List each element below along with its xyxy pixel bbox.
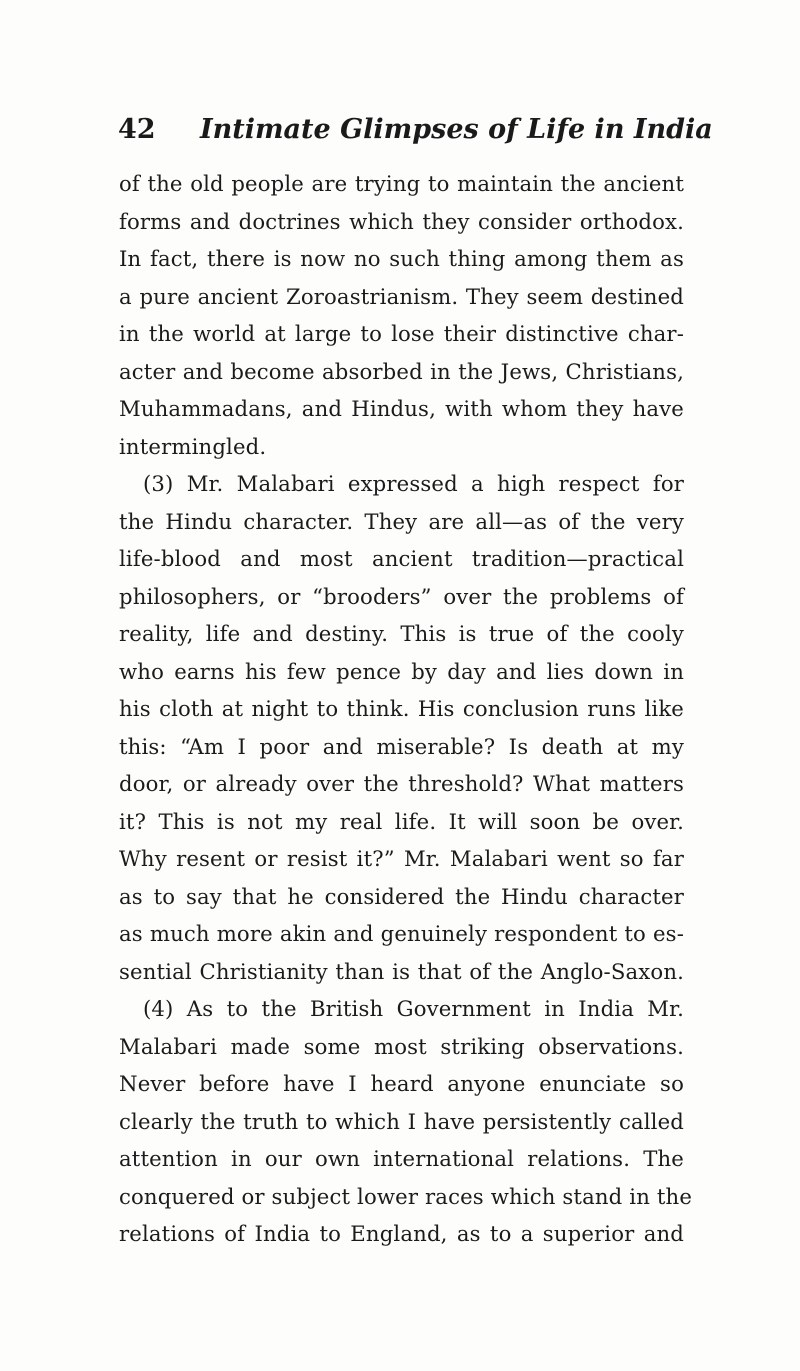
text-line: Never before have I heard anyone enunciate so <box>119 1071 684 1096</box>
text-line: as to say that he considered the Hindu character <box>119 883 684 909</box>
text-line: this: “Am I poor and miserable? Is death at my <box>119 733 684 759</box>
book-title: Intimate Glimpses of Life in India <box>200 114 713 145</box>
text-line: clearly the truth to which I have persistently called <box>119 1108 684 1134</box>
text-line: (4) As to the British Government in India Mr. <box>143 996 684 1021</box>
text-line: In fact, there is now no such thing among them as <box>119 246 684 271</box>
text-line: acter and become absorbed in the Jews, Christians, <box>119 358 684 384</box>
page-number: 42 <box>118 114 156 145</box>
text-line: (3) Mr. Malabari expressed a high respect for <box>143 471 684 496</box>
text-line: conquered or subject lower races which stand in the <box>119 1183 693 1209</box>
text-line: Why resent or resist it?” Mr. Malabari went so far <box>119 846 684 871</box>
text-line: as much more akin and genuinely respondent to es- <box>119 921 684 946</box>
text-line: sential Christianity than is that of the Anglo-Saxon. <box>119 958 684 984</box>
text-line: reality, life and destiny. This is true of the cooly <box>119 621 684 646</box>
text-line: the Hindu character. They are all—as of the very <box>119 508 684 534</box>
text-line: a pure ancient Zoroastrianism. They seem destined <box>119 283 684 309</box>
text-line: Malabari made some most striking observations. <box>119 1033 684 1059</box>
text-line: door, or already over the threshold? What matters <box>119 771 684 796</box>
text-line: attention in our own international relations. The <box>119 1146 684 1171</box>
text-line: philosophers, or “brooders” over the problems of <box>119 583 684 609</box>
text-line: relations of India to England, as to a superior and <box>119 1221 684 1246</box>
text-line: life-blood and most ancient tradition—practical <box>119 546 684 571</box>
running-head <box>118 112 718 148</box>
text-line: intermingled. <box>119 433 267 459</box>
body-text <box>119 165 693 1253</box>
text-line: Muhammadans, and Hindus, with whom they have <box>119 396 684 421</box>
text-line: his cloth at night to think. His conclusion runs like <box>119 696 684 721</box>
text-line: it? This is not my real life. It will soon be over. <box>119 808 684 834</box>
text-line: in the world at large to lose their distinctive char- <box>119 321 684 346</box>
text-line: of the old people are trying to maintain the ancient <box>119 171 684 196</box>
text-line: forms and doctrines which they consider orthodox. <box>119 208 684 234</box>
text-line: who earns his few pence by day and lies down in <box>119 658 684 684</box>
